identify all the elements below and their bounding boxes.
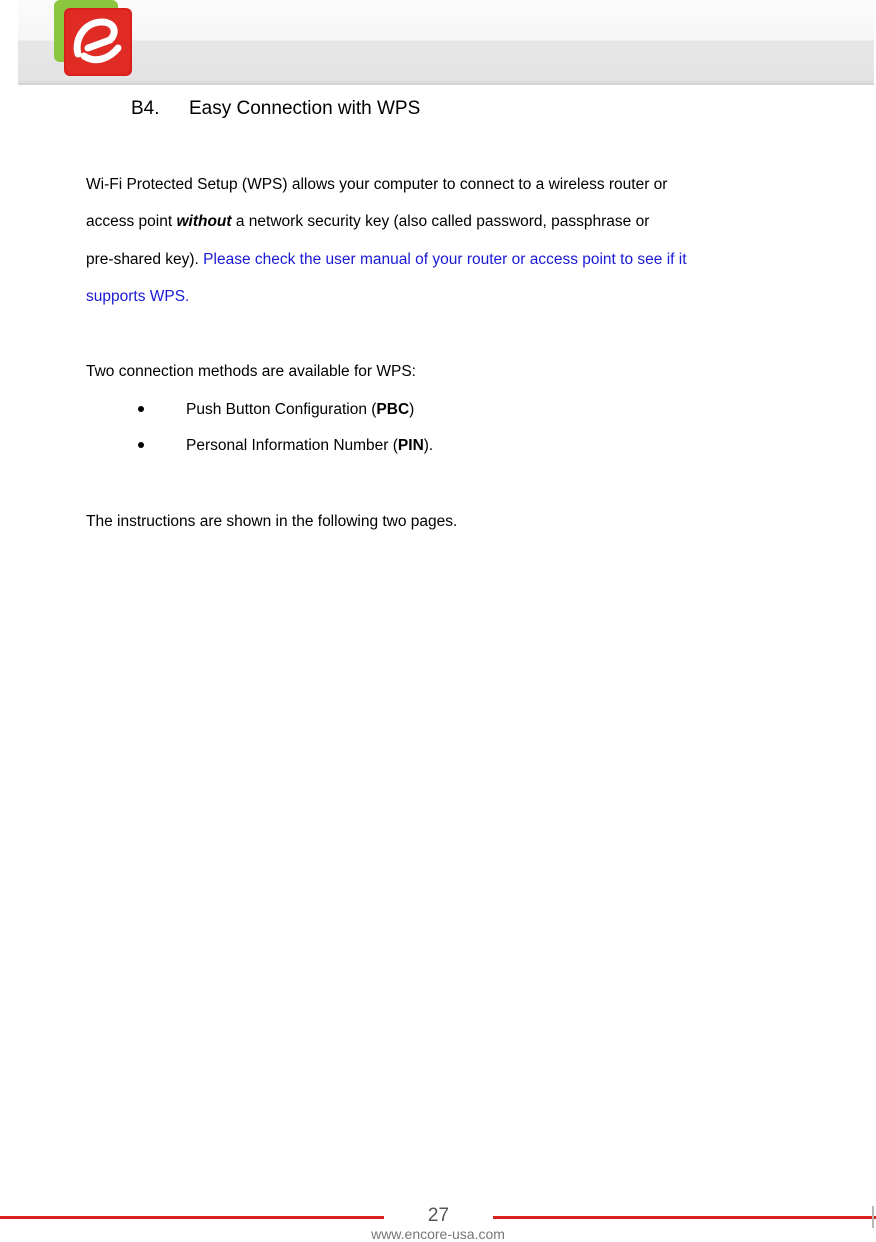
intro-line-4 (86, 288, 189, 306)
intro-text: access point (86, 213, 177, 230)
intro-line-1 (86, 176, 667, 194)
intro-line-3 (86, 251, 687, 269)
header-divider (18, 83, 874, 85)
section-number: B4. (131, 98, 160, 119)
list-item-bold: PBC (376, 401, 410, 418)
intro-text: a network security key (also called password, passphrase or (231, 213, 650, 230)
header-band (18, 0, 874, 84)
bullet-dot-icon (138, 442, 144, 448)
bullet-dot-icon (138, 406, 144, 412)
methods-heading (86, 363, 416, 381)
list-item-bold: PIN (397, 437, 424, 454)
list-item (138, 437, 433, 455)
footer-tick (872, 1206, 874, 1228)
methods-heading-text: Two connection methods are available for WPS: (86, 363, 416, 380)
site-url: www.encore-usa.com (371, 1226, 505, 1242)
footer-rule-left (0, 1216, 384, 1219)
router-manual-note: supports WPS. (86, 288, 190, 305)
closing-text: The instructions are shown in the following two pages. (86, 513, 458, 530)
intro-text: Wi-Fi Protected Setup (WPS) allows your computer to connect to a wireless router or (86, 176, 668, 193)
page-number: 27 (427, 1205, 450, 1226)
section-title (131, 98, 420, 120)
list-item-text: Push Button Configuration ( (186, 401, 377, 418)
router-manual-note: Please check the user manual of your router or access point to see if it (203, 251, 687, 268)
intro-line-2 (86, 213, 649, 231)
list-item (138, 401, 414, 419)
closing-line (86, 513, 457, 531)
footer-rule-right (493, 1216, 876, 1219)
list-item-text: Personal Information Number ( (186, 437, 398, 454)
encore-e-logo-icon (54, 0, 134, 78)
section-title-text: Easy Connection with WPS (189, 98, 421, 119)
list-item-text: ) (409, 401, 415, 418)
intro-text: pre-shared key). (86, 251, 204, 268)
emphasis-without: without (176, 213, 232, 230)
list-item-text: ). (423, 437, 434, 454)
